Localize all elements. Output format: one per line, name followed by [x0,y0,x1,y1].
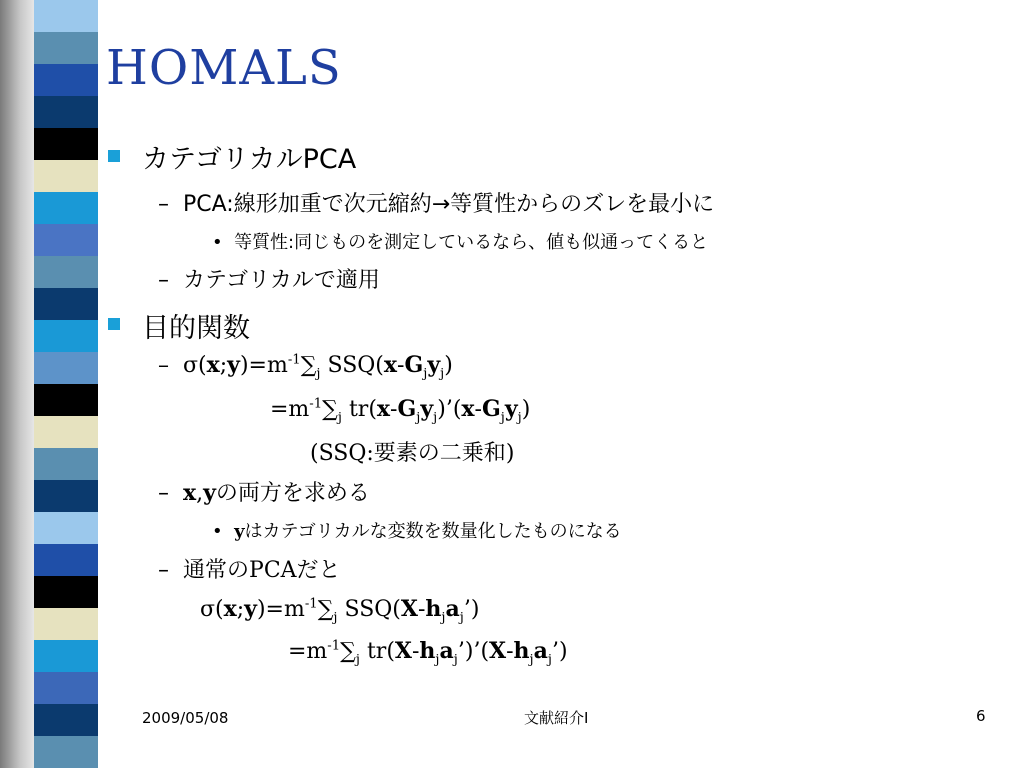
footer-date: 2009/05/08 [142,709,229,727]
stripe-block [34,576,98,608]
sub-sub-bullet-y-quantified: • yはカテゴリカルな変数を数量化したものになる [212,521,622,542]
stripe-block [34,256,98,288]
stripe-block [34,736,98,768]
stripe-block [34,224,98,256]
square-bullet-icon [108,150,120,162]
stripe-block [34,640,98,672]
stripe-block [34,480,98,512]
stripe-block [34,192,98,224]
stripe-block [34,320,98,352]
sub-bullet-normal-pca: – 通常のPCAだと [158,558,341,583]
stripe-block [34,608,98,640]
bullet-categorical-pca: カテゴリカルPCA [142,144,357,175]
left-shadow-band [0,0,34,768]
stripe-block [34,96,98,128]
stripe-block [34,160,98,192]
square-bullet-icon [108,318,120,330]
formula-trace: $=m^{-1}\sum_j$ $tr(x-G_jy_j)’(x-G_jy_j)$ [270,396,531,426]
footer-page-number: 6 [976,707,986,725]
stripe-block [34,352,98,384]
formula-sigma-ssq: – $\sigma(x;y)=m^{-1}\sum_j$ $SSQ(x-G_jy_j)$ [158,352,453,382]
stripe-block [34,32,98,64]
bullet-objective-function: 目的関数 [142,313,250,344]
formula-pca-ssq: $\sigma(x;y)=m^{-1}\sum_j$ $SSQ(X-h_ja_j’)$ [200,596,480,626]
stripe-block [34,416,98,448]
sub-bullet-solve-xy: – x,yの両方を求める [158,480,370,506]
stripe-block [34,384,98,416]
footer-title: 文献紹介I [524,709,589,727]
stripe-block [34,0,98,32]
stripe-block [34,512,98,544]
sub-sub-bullet-homogeneity: • 等質性:同じものを測定しているなら、値も似通ってくると [212,232,709,253]
stripe-block [34,448,98,480]
stripe-block [34,64,98,96]
decorative-color-stripe [34,0,98,768]
formula-pca-trace: $=m^{-1}\sum_j$ $tr(X-h_ja_j’)’(X-h_ja_j’)$ [288,638,568,668]
sub-bullet-pca: – PCA:線形加重で次元縮約→等質性からのズレを最小に [158,192,715,217]
stripe-block [34,704,98,736]
sub-bullet-apply: – カテゴリカルで適用 [158,268,380,293]
slide-title: HOMALS [106,40,342,96]
stripe-block [34,128,98,160]
stripe-block [34,672,98,704]
stripe-block [34,288,98,320]
stripe-block [34,544,98,576]
formula-ssq-note: (SSQ:要素の二乗和) [310,441,515,466]
